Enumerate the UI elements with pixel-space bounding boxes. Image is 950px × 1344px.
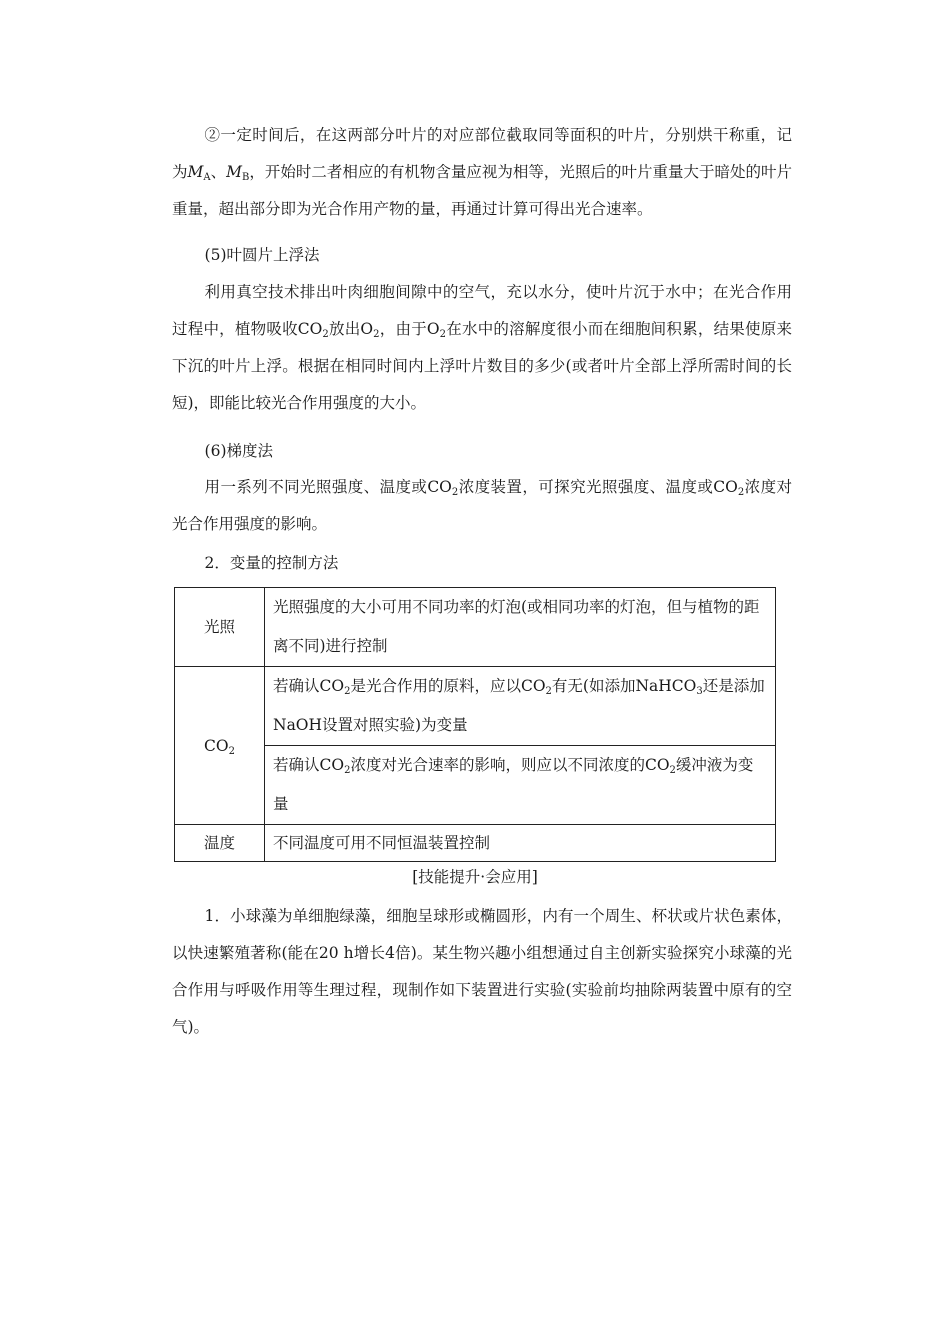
paragraph-leaf-disc xyxy=(172,274,792,422)
table-row xyxy=(175,825,776,862)
method-text: 是光合作用的原料，应以CO xyxy=(350,677,546,695)
factor-label: 光照 xyxy=(203,618,235,636)
paragraph-text: 在水中的溶解度很小而在细胞间积累，结果使原来下沉的叶片上浮。根据在相同时间内上浮叶片数目的多少(或者叶片全部上浮所需时间的长短)，即能比较光合作用强度的大小。 xyxy=(172,320,792,412)
paragraph-leaf-weighing xyxy=(172,117,792,228)
paragraph-text: 用一系列不同光照强度、温度或CO xyxy=(204,478,452,496)
table-row xyxy=(175,746,776,825)
subscript: 2 xyxy=(545,686,552,697)
heading-text: 2．变量的控制方法 xyxy=(204,554,339,572)
paragraph-gradient xyxy=(172,469,792,543)
method-text: 还是添加NaOH设置对照实验)为变量 xyxy=(273,677,765,734)
variable-control-table xyxy=(174,587,776,862)
factor-cell xyxy=(175,667,265,825)
method-text: 若确认CO xyxy=(273,677,345,695)
subscript: 2 xyxy=(344,765,351,776)
subscript: 2 xyxy=(451,487,459,498)
factor-cell xyxy=(175,825,265,862)
factor-cell xyxy=(175,588,265,667)
factor-label: 温度 xyxy=(203,834,235,852)
variable-mb: M xyxy=(226,163,243,181)
heading-gradient-method xyxy=(172,433,792,470)
method-cell xyxy=(265,825,776,862)
subscript: 2 xyxy=(669,765,676,776)
paragraph-text: 浓度对光合作用强度的影响。 xyxy=(172,478,792,533)
table-row xyxy=(175,667,776,746)
paragraph-text: 利用真空技术排出叶肉细胞间隙中的空气，充以水分，使叶片沉于水中；在光合作用过程中，植物吸收CO xyxy=(172,283,792,338)
section-caption xyxy=(0,862,950,892)
method-text: 缓冲液为变量 xyxy=(273,756,754,813)
paragraph-text: 放出O xyxy=(328,320,374,338)
method-text: 若确认CO xyxy=(273,756,345,774)
question-1 xyxy=(172,898,792,1046)
subscript: 2 xyxy=(322,329,329,340)
subscript: 3 xyxy=(696,686,703,697)
subscript: 2 xyxy=(439,329,447,340)
method-text: 浓度对光合速率的影响，则应以不同浓度的CO xyxy=(350,756,670,774)
paragraph-text: ，由于O xyxy=(379,320,440,338)
factor-label: CO xyxy=(204,736,229,755)
heading-text: (6)梯度法 xyxy=(204,442,274,460)
method-cell xyxy=(265,746,776,825)
table-row xyxy=(175,588,776,667)
method-text: 有无(如添加NaHCO xyxy=(551,677,697,695)
method-cell xyxy=(265,667,776,746)
separator: 、 xyxy=(210,163,227,181)
subscript: 2 xyxy=(228,745,235,757)
subscript: A xyxy=(203,172,211,183)
paragraph-text: 浓度装置，可探究光照强度、温度或CO xyxy=(458,478,738,496)
heading-text: (5)叶圆片上浮法 xyxy=(204,246,320,264)
heading-leaf-disc-method xyxy=(172,237,792,274)
paragraph-text: ，开始时二者相应的有机物含量应视为相等，光照后的叶片重量大于暗处的叶片重量，超出部分即为光合作用产物的量，再通过计算可得出光合速率。 xyxy=(172,163,792,218)
subscript: 2 xyxy=(344,686,351,697)
subscript: B xyxy=(242,172,250,183)
question-text: 1．小球藻为单细胞绿藻，细胞呈球形或椭圆形，内有一个周生、杯状或片状色素体，以快速繁殖著称(能在20 h增长4倍)。某生物兴趣小组想通过自主创新实验探究小球藻的光合作用与呼吸作用等生理过程，现制作如下装置进行实验(实验前均抽除两装置中原有的空气)。 xyxy=(172,907,792,1036)
method-cell xyxy=(265,588,776,667)
caption-text: [技能提升·会应用] xyxy=(412,868,538,886)
method-text: 不同温度可用不同恒温装置控制 xyxy=(273,834,491,852)
subscript: 2 xyxy=(373,329,380,340)
method-text: 光照强度的大小可用不同功率的灯泡(或相同功率的灯泡，但与植物的距离不同)进行控制 xyxy=(273,598,760,655)
subscript: 2 xyxy=(737,487,745,498)
heading-variable-control xyxy=(172,545,792,582)
variable-ma: M xyxy=(187,163,204,181)
paragraph-text: ②一定时间后，在这两部分叶片的对应部位截取同等面积的叶片，分别烘干称重，记为 xyxy=(172,126,792,181)
